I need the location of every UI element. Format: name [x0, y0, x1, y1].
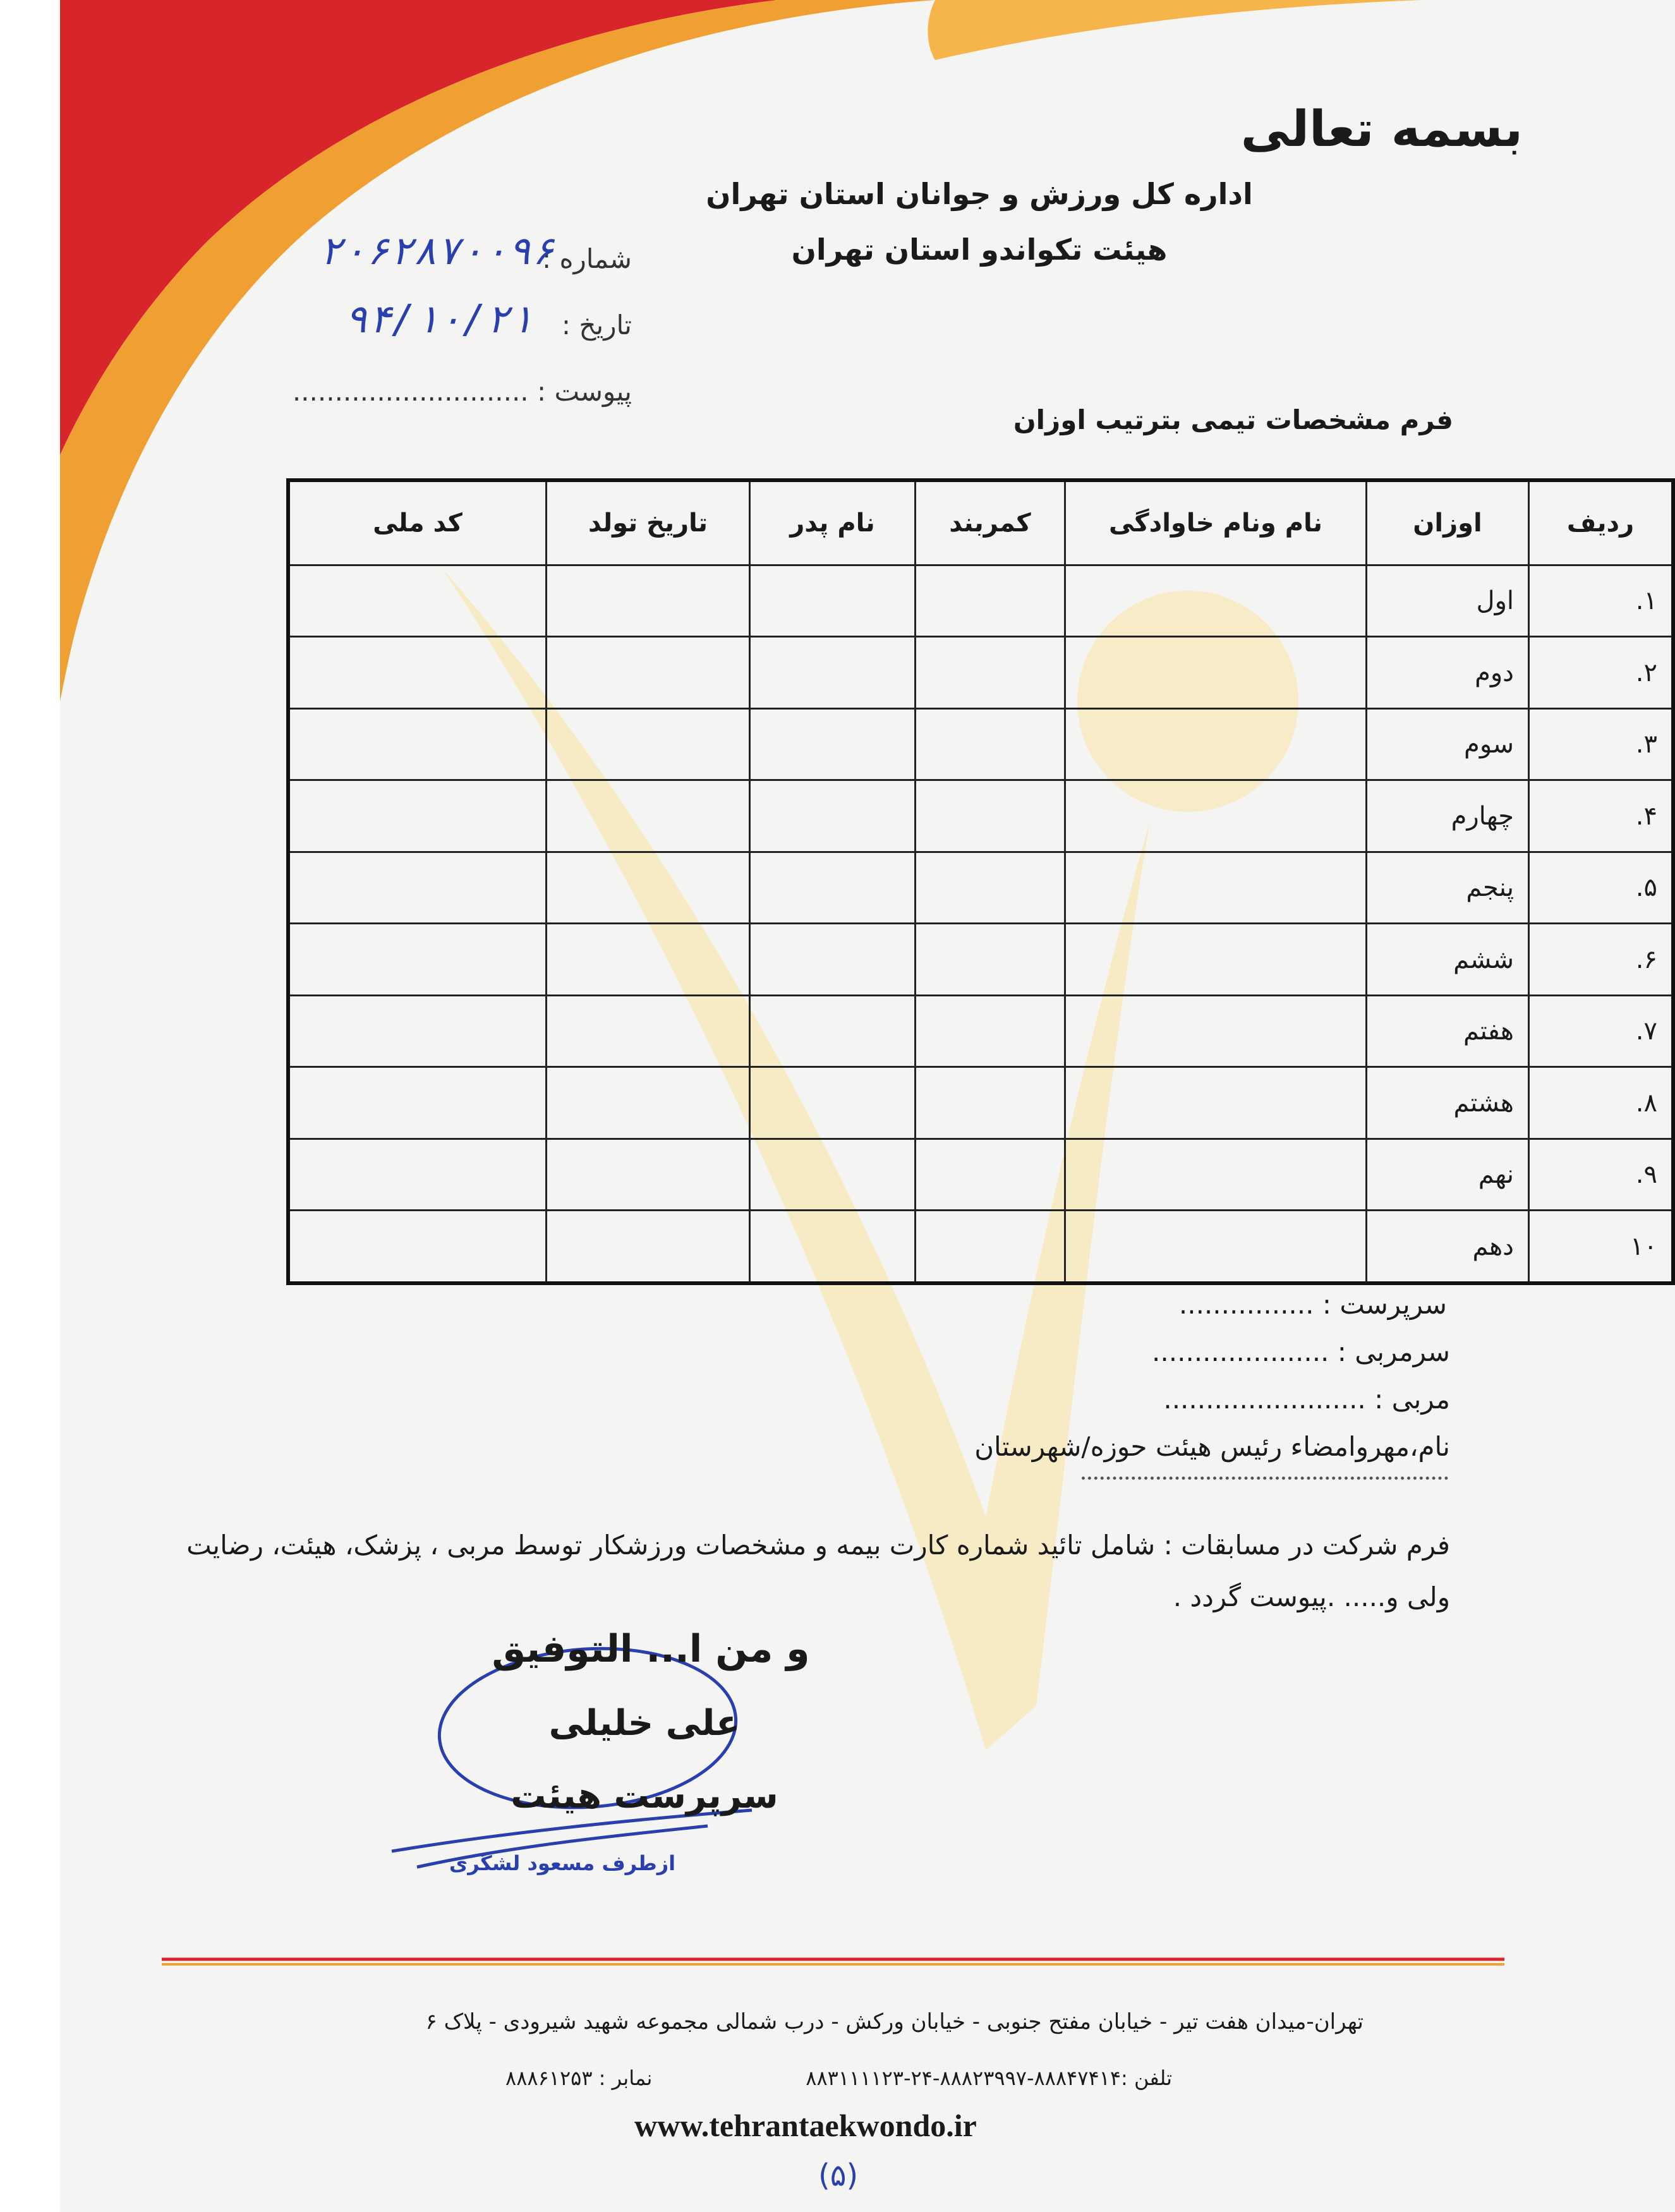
cell-national-id[interactable]: [288, 995, 547, 1067]
number-label: شماره :: [541, 243, 632, 274]
row-index: ۶.: [1529, 924, 1674, 995]
cell-national-id[interactable]: [288, 924, 547, 995]
cell-belt[interactable]: [916, 852, 1065, 923]
table-row: [288, 1139, 1673, 1210]
cell-father-name[interactable]: [750, 708, 916, 780]
table-row: [288, 852, 1673, 923]
number-handwritten: ۲۰۶۲۸۷۰۰۹۶: [319, 227, 555, 274]
cell-father-name[interactable]: [750, 1211, 916, 1283]
cell-national-id[interactable]: [288, 565, 547, 637]
left-white-margin: [0, 0, 60, 2212]
district-head-stamp-field: نام،مهروامضاء رئیس هیئت حوزه/شهرستان: [974, 1431, 1450, 1462]
cell-belt[interactable]: [916, 1067, 1065, 1139]
cell-national-id[interactable]: [288, 852, 547, 923]
row-weight: هفتم: [1367, 995, 1529, 1067]
cell-full-name[interactable]: [1065, 1211, 1367, 1283]
orange-top-band: [777, 0, 1422, 60]
header-national-id: کد ملی: [288, 480, 547, 565]
row-weight: اول: [1367, 565, 1529, 637]
cell-national-id[interactable]: [288, 1067, 547, 1139]
cell-national-id[interactable]: [288, 780, 547, 852]
supervisor-field: سرپرست : ................: [1178, 1289, 1447, 1320]
row-weight: چهارم: [1367, 780, 1529, 852]
table-row: [288, 565, 1673, 637]
cell-national-id[interactable]: [288, 637, 547, 708]
bismillah-heading: بسمه تعالی: [1240, 101, 1523, 158]
row-weight: پنجم: [1367, 852, 1529, 923]
page-number: (۵): [818, 2158, 859, 2193]
table-row: [288, 637, 1673, 708]
table-row: [288, 1067, 1673, 1139]
header-belt: کمربند: [916, 480, 1065, 565]
cell-birth-date[interactable]: [547, 995, 750, 1067]
row-index: ۱۰: [1529, 1211, 1674, 1283]
cell-full-name[interactable]: [1065, 708, 1367, 780]
cell-full-name[interactable]: [1065, 995, 1367, 1067]
table-row: [288, 995, 1673, 1067]
table-header-row: [288, 480, 1673, 565]
cell-national-id[interactable]: [288, 708, 547, 780]
cell-full-name[interactable]: [1065, 637, 1367, 708]
cell-father-name[interactable]: [750, 924, 916, 995]
row-index: ۱.: [1529, 565, 1674, 637]
cell-belt[interactable]: [916, 924, 1065, 995]
coach-field: مربی : ........................: [1163, 1384, 1450, 1415]
cell-birth-date[interactable]: [547, 780, 750, 852]
table-row: [288, 924, 1673, 995]
closing-phrase: و من ا... التوفیق: [492, 1627, 810, 1671]
cell-belt[interactable]: [916, 1211, 1065, 1283]
cell-national-id[interactable]: [288, 1139, 547, 1210]
cell-father-name[interactable]: [750, 1067, 916, 1139]
table-row: [288, 1211, 1673, 1283]
cell-belt[interactable]: [916, 565, 1065, 637]
cell-birth-date[interactable]: [547, 1139, 750, 1210]
cell-father-name[interactable]: [750, 637, 916, 708]
on-behalf-stamp: ازطرف مسعود لشگری: [449, 1851, 676, 1875]
row-index: ۳.: [1529, 708, 1674, 780]
attachment-label: پیوست : ............................: [292, 376, 632, 407]
cell-birth-date[interactable]: [547, 852, 750, 923]
cell-birth-date[interactable]: [547, 1067, 750, 1139]
cell-national-id[interactable]: [288, 1211, 547, 1283]
cell-belt[interactable]: [916, 637, 1065, 708]
row-index: ۵.: [1529, 852, 1674, 923]
table-row: [288, 708, 1673, 780]
row-index: ۹.: [1529, 1139, 1674, 1210]
signatory-name: علی خلیلی: [548, 1703, 741, 1744]
cell-full-name[interactable]: [1065, 1067, 1367, 1139]
row-weight: نهم: [1367, 1139, 1529, 1210]
footer-address: تهران-میدان هفت تیر - خیابان مفتح جنوبی - خیابان ورکش - درب شمالی مجموعه شهید شیرودی - پلاک ۶: [425, 2009, 1364, 2034]
footer-divider: [162, 1957, 1504, 1966]
row-index: ۴.: [1529, 780, 1674, 852]
cell-birth-date[interactable]: [547, 565, 750, 637]
cell-full-name[interactable]: [1065, 1139, 1367, 1210]
row-weight: دهم: [1367, 1211, 1529, 1283]
cell-father-name[interactable]: [750, 852, 916, 923]
cell-father-name[interactable]: [750, 995, 916, 1067]
cell-birth-date[interactable]: [547, 708, 750, 780]
cell-full-name[interactable]: [1065, 565, 1367, 637]
cell-full-name[interactable]: [1065, 924, 1367, 995]
team-roster-table: [286, 478, 1675, 1285]
header-birth-date: تاریخ تولد: [547, 480, 750, 565]
org-line-sports-directorate: اداره کل ورزش و جوانان استان تهران: [706, 177, 1253, 211]
cell-birth-date[interactable]: [547, 637, 750, 708]
cell-belt[interactable]: [916, 780, 1065, 852]
header-row-index: ردیف: [1529, 480, 1674, 565]
row-index: ۷.: [1529, 995, 1674, 1067]
participation-note: فرم شرکت در مسابقات : شامل تائید شماره کارت بیمه و مشخصات ورزشکار توسط مربی ، پزشک، هیئت، رضایت ولی و..... .پیوست گردد .: [186, 1530, 1450, 1612]
cell-father-name[interactable]: [750, 780, 916, 852]
cell-belt[interactable]: [916, 1139, 1065, 1210]
signatory-title: سرپرست هیئت: [511, 1775, 778, 1816]
footer-website-link[interactable]: www.tehrantaekwondo.ir: [634, 2108, 977, 2143]
head-coach-field: سرمربی : .....................: [1152, 1336, 1450, 1367]
footer-fax: نمابر : ۸۸۸۶۱۲۵۳: [505, 2066, 653, 2090]
date-handwritten: ۹۴/۱۰/۲۱: [344, 296, 533, 342]
cell-full-name[interactable]: [1065, 780, 1367, 852]
cell-belt[interactable]: [916, 995, 1065, 1067]
row-weight: هشتم: [1367, 1067, 1529, 1139]
cell-father-name[interactable]: [750, 1139, 916, 1210]
footer-phone: تلفن :۸۸۸۴۷۴۱۴-۸۸۸۲۳۹۹۷-۲۴-۸۸۳۱۱۱۱۲۳: [806, 2066, 1172, 2090]
cell-full-name[interactable]: [1065, 852, 1367, 923]
header-father-name: نام پدر: [750, 480, 916, 565]
cell-father-name[interactable]: [750, 565, 916, 637]
date-label: تاریخ :: [561, 310, 632, 341]
cell-birth-date[interactable]: [547, 1211, 750, 1283]
row-index: ۸.: [1529, 1067, 1674, 1139]
row-index: ۲.: [1529, 637, 1674, 708]
cell-birth-date[interactable]: [547, 924, 750, 995]
cell-belt[interactable]: [916, 708, 1065, 780]
row-weight: سوم: [1367, 708, 1529, 780]
header-full-name: نام ونام خاوادگی: [1065, 480, 1367, 565]
form-title: فرم مشخصات تیمی بترتیب اوزان: [1013, 404, 1453, 435]
table-row: [288, 780, 1673, 852]
org-line-taekwondo-board: هیئت تکواندو استان تهران: [791, 233, 1168, 267]
stamp-dotted-line: [1082, 1475, 1448, 1480]
row-weight: دوم: [1367, 637, 1529, 708]
header-weight: اوزان: [1367, 480, 1529, 565]
row-weight: ششم: [1367, 924, 1529, 995]
